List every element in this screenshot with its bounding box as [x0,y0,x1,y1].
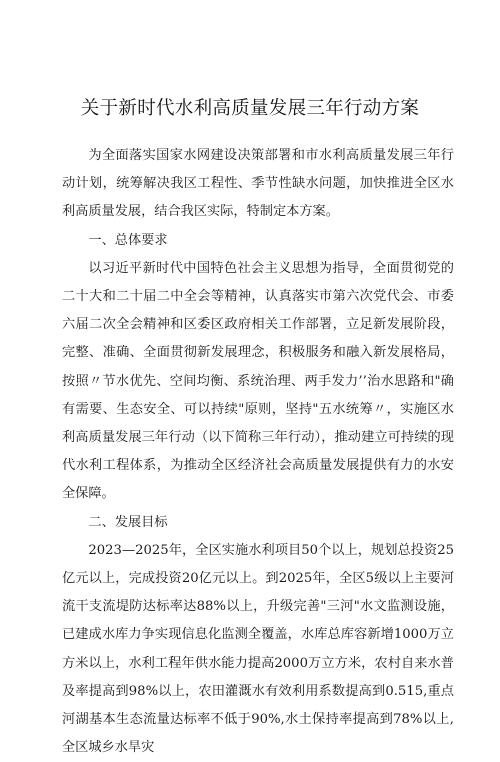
general-requirements-paragraph: 以习近平新时代中国特色社会主义思想为指导，全面贯彻党的二十大和二十届二中全会等精神，认真落实市第六次党代会、市委六届二次全会精神和区委区政府相关工作部署，立足新发展阶段，完整、准确、全面贯彻新发展理念，积极服务和融入新发展格局，按照〃节水优先、空间均衡、系统治理、两手发力’’治水思路和"确有需要、生态安全、可以持续"原则，坚持"五水统筹〃，实施区水利高质量发展三年行动（以下简称三年行动），推动建立可持续的现代水利工程体系，为推动全区经济社会高质量发展提供有力的水安全保障。 [62,260,454,502]
section-heading-general-requirements: 一、总体要求 [88,232,168,248]
intro-paragraph: 为全面落实国家水网建设决策部署和市水利高质量发展三年行动计划，统筹解决我区工程性、季节性缺水问题，加快推进全区水利高质量发展，结合我区实际，特制定本方案。 [62,148,454,220]
development-goals-paragraph: 2023—2025年，全区实施水利项目50个以上，规划总投资25亿元以上，完成投资20亿元以上。到2025年，全区5级以上主要河流干支流堤防达标率达88%以上，升级完善"三河"水文监测设施，已建成水库力争实现信息化监测全覆盖，水库总库容新增1000万立方米以上，水利工程年供水能力提高2000万立方米，农村自来水普及率提高到98%以上，农田灌溉水有效利用系数提高到0.515,重点河湖基本生态流量达标率不低于90%,水土保持率提高到78%以上,全区城乡水旱灾 [62,542,454,756]
document-title: 关于新时代水利高质量发展三年行动方案 [80,98,420,119]
section-heading-development-goals: 二、发展目标 [88,514,168,530]
document-body [62,142,454,762]
